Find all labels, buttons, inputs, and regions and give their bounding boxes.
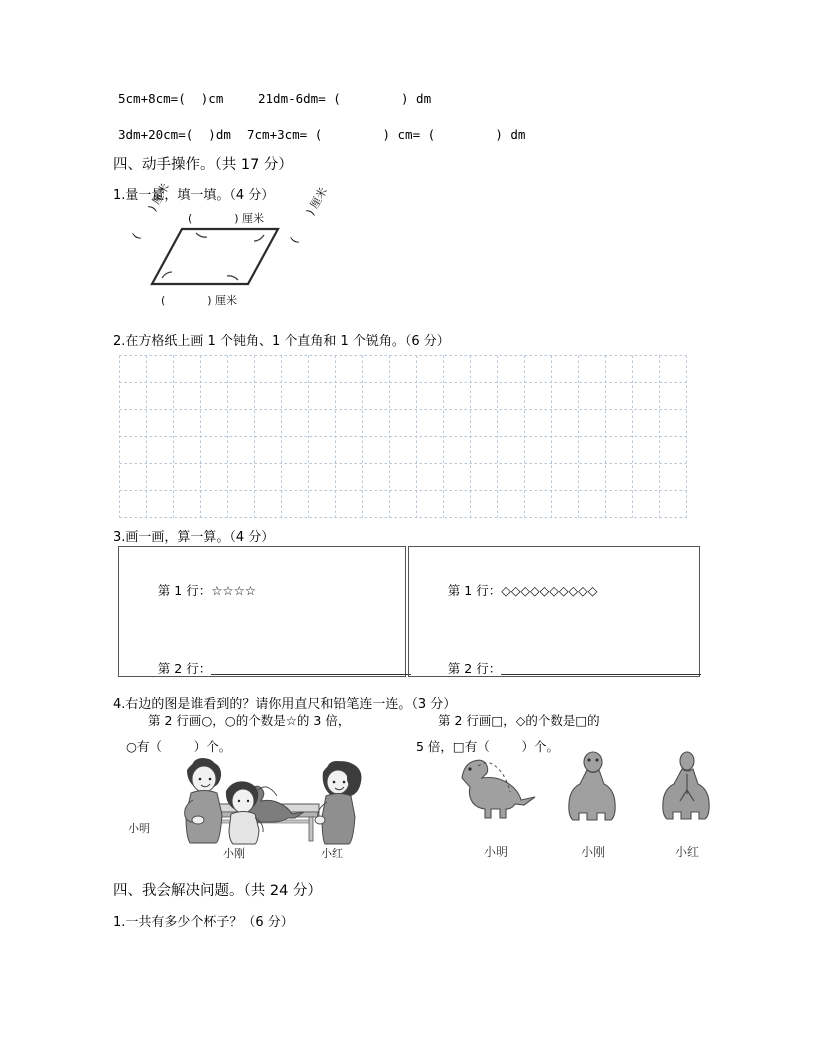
- dino-side-body: [462, 760, 535, 818]
- grid-lines: [120, 356, 687, 518]
- arithmetic-row-1-left: 5cm+8cm=( )cm: [118, 91, 224, 106]
- dino-view-side: [448, 752, 544, 828]
- section-heading-hands-on: 四、动手操作。（共 17 分）: [113, 157, 293, 173]
- dino-back-body: [663, 769, 709, 819]
- box1-text-line2: ○有（ ）个。: [126, 739, 232, 754]
- answer-box-diamonds: [408, 546, 700, 754]
- child-xiaohong: [315, 761, 361, 844]
- box1-row1-label: 第 1 行：: [157, 583, 212, 598]
- box2-row1-label: 第 1 行：: [447, 583, 502, 598]
- dino-side-eye: [468, 767, 471, 770]
- question-3-label: 3.画一画，算一算。（4 分）: [113, 530, 275, 545]
- box1-row2-label: 第 2 行：: [157, 661, 212, 676]
- box1-row1: [126, 552, 399, 630]
- box1-row2-blank[interactable]: [211, 659, 411, 675]
- classroom-scene: [128, 748, 378, 860]
- box2-row1: [416, 552, 693, 630]
- classroom-scene-svg: [163, 748, 378, 853]
- dino-label-xiaohong: 小红: [674, 845, 699, 859]
- box1-text-line1: 第 2 行画○，○的个数是☆的 3 倍，: [148, 713, 351, 728]
- box2-text-line1: 第 2 行画□，◇的个数是□的: [438, 713, 600, 728]
- dino-label-xiaogang: 小刚: [580, 845, 605, 859]
- dino-front-body: [569, 770, 615, 820]
- box2-row1-symbols: ◇◇◇◇◇◇◇◇◇◇: [501, 583, 598, 598]
- arithmetic-row-2-right: 7cm+3cm= ( ) cm= ( ) dm: [247, 127, 526, 142]
- scene-name-xiaogang: 小刚: [223, 847, 245, 860]
- dino-view-front: [562, 750, 624, 828]
- box2-text-line2: 5 倍，□有（ ）个。: [416, 739, 560, 754]
- parallelogram-outline: [152, 229, 278, 284]
- question-2-label: 2.在方格纸上画 1 个钝角、1 个直角和 1 个锐角。（6 分）: [113, 334, 450, 349]
- section-heading-solve: 四、我会解决问题。（共 24 分）: [113, 883, 322, 899]
- dino-view-back: [656, 750, 718, 828]
- dino-back-head: [680, 752, 694, 770]
- corner-arc-top-left: [196, 233, 207, 237]
- box2-row2-label: 第 2 行：: [447, 661, 502, 676]
- arithmetic-row-2-left: 3dm+20cm=( )dm: [118, 127, 231, 142]
- arithmetic-row-1-right: 21dm-6dm= ( ) dm: [258, 91, 432, 106]
- question-4-label: 4.右边的图是谁看到的？请你用直尺和铅笔连一连。（3 分）: [113, 697, 457, 712]
- corner-arc-bottom-right: [227, 276, 238, 280]
- scene-name-xiaohong: 小红: [321, 847, 343, 860]
- scene-name-xiaoming: 小明: [128, 822, 150, 835]
- box2-row2-blank[interactable]: [501, 659, 701, 675]
- box1-row1-symbols: ☆☆☆☆: [211, 583, 257, 598]
- grid-paper: [119, 355, 688, 519]
- corner-arc-top-right: [254, 235, 264, 241]
- parallelogram-label-bottom: ( ) 厘米: [161, 294, 238, 307]
- dino-front-head: [584, 752, 602, 772]
- dino-label-xiaoming: 小明: [483, 845, 508, 859]
- child-xiaoming: [185, 758, 222, 843]
- parallelogram-label-right: ( ) 厘米: [287, 185, 331, 246]
- parallelogram-label-left: ( ) 厘米: [129, 181, 173, 242]
- question-1-label: 1.量一量，填一填。（4 分）: [113, 188, 275, 203]
- parallelogram-label-top: ( ) 厘米: [188, 212, 265, 225]
- corner-arc-bottom-left: [162, 272, 172, 278]
- solve-question-1-label: 1.一共有多少个杯子？（6 分）: [113, 915, 294, 930]
- box2-row2: [416, 630, 693, 708]
